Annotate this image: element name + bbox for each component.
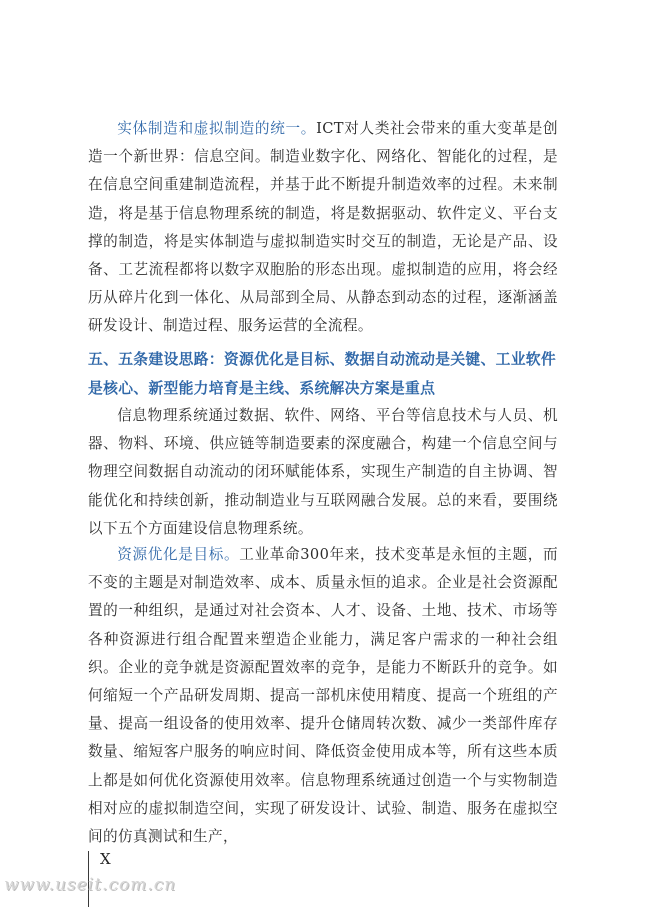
- watermark: www.useit.com.cn: [4, 875, 177, 895]
- paragraph-body-resource-optimization: 工业革命300年来，技术变革是永恒的主题，而不变的主题是对制造效率、成本、质量永恒的追求。企业是社会资源配置的一种组织，是通过对社会资本、人才、设备、土地、技术、市场等各种资源进行组合配置来塑造企业能力，满足客户需求的一种社会组织。企业的竞争就是资源配置效率的竞争，是能力不断跃升的竞争。如何缩短一个产品研发周期、提高一部机床使用精度、提高一个班组的产量、提高一组设备的使用效率、提升仓储周转次数、减少一类部件库存数量、缩短客户服务的响应时间、降低资金使用成本等，所有这些本质上都是如何优化资源使用效率。信息物理系统通过创造一个与实物制造相对应的虚拟制造空间，实现了研发设计、试验、制造、服务在虚拟空间的仿真测试和生产，: [88, 546, 558, 846]
- section-heading-five: 五、五条建设思路：资源优化是目标、数据自动流动是关键、工业软件是核心、新型能力培育是主线、系统解决方案是重点: [88, 351, 557, 397]
- paragraph-body-unification: ICT对人类社会带来的重大变革是创造一个新世界：信息空间。制造业数字化、网络化、智能化的过程，是在信息空间重建制造流程，并基于此不断提升制造效率的过程。未来制造，将是基于信息物理系统的制造，将是数据驱动、软件定义、平台支撑的制造，将是实体制造与虚拟制造实时交互的制造，无论是产品、设备、工艺流程都将以数字双胞胎的形态出现。虚拟制造的应用，将会经历从碎片化到一体化、从局部到全局、从静态到动态的过程，逐渐涵盖研发设计、制造过程、服务运营的全流程。: [88, 120, 559, 335]
- page-number: X: [100, 850, 111, 868]
- paragraph-body-cps-overview: 信息物理系统通过数据、软件、网络、平台等信息技术与人员、机器、物料、环境、供应链等制造要素的深度融合，构建一个信息空间与物理空间数据自动流动的闭环赋能体系，实现生产制造的自主协调、智能优化和持续创新，推动制造业与互联网融合发展。总的来看，要围绕以下五个方面建设信息物理系统。: [88, 407, 558, 537]
- paragraph-unification: [88, 115, 558, 341]
- paragraph-cps-overview: [88, 402, 558, 543]
- paragraph-lead-unification: 实体制造和虚拟制造的统一。: [117, 120, 317, 137]
- paragraph-resource-optimization: [88, 541, 558, 851]
- paragraph-lead-resource-optimization: 资源优化是目标。: [117, 546, 240, 563]
